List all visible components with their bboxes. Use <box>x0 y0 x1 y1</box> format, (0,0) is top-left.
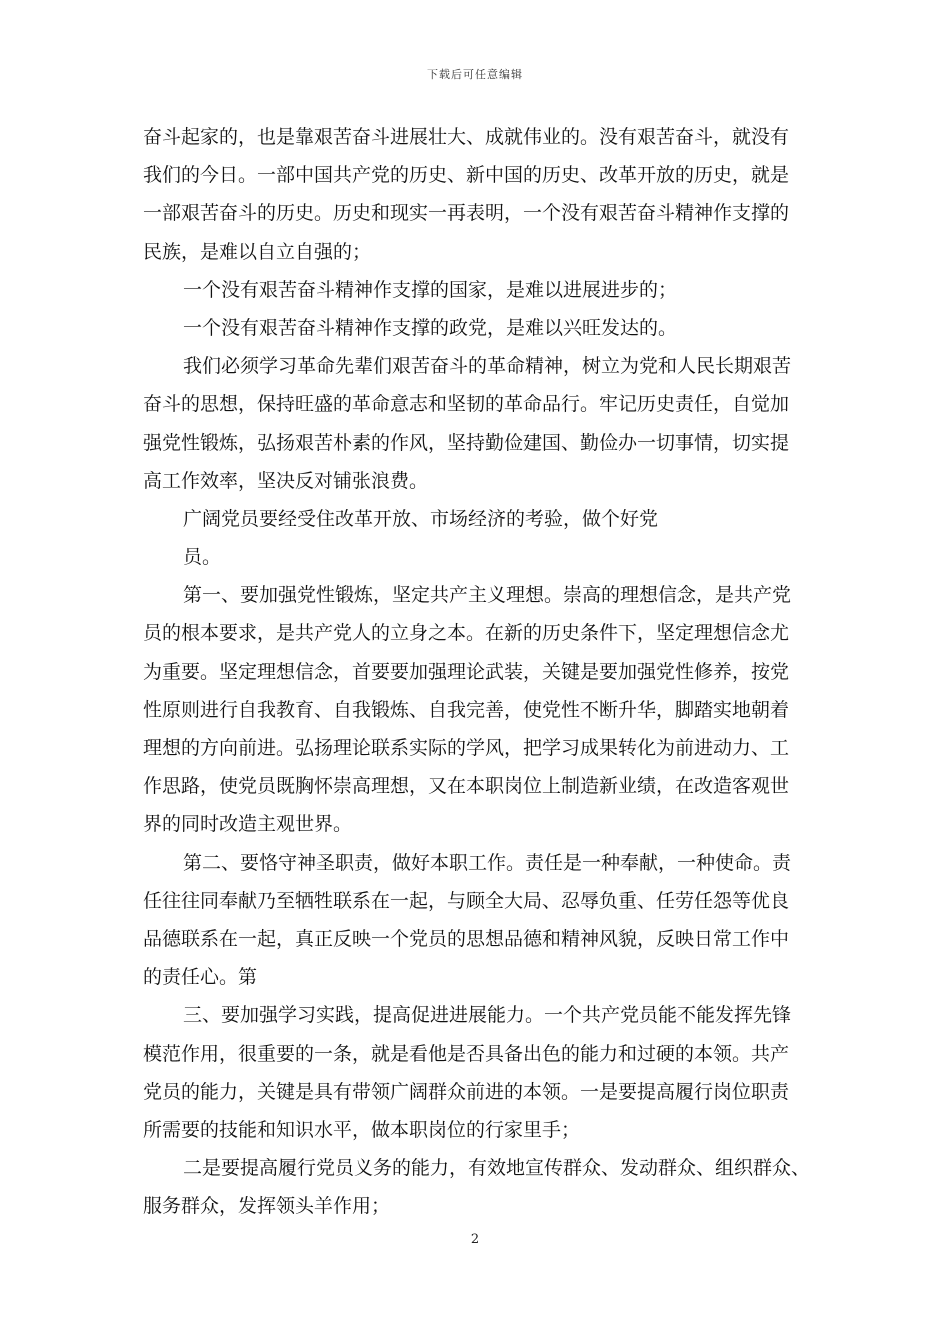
text-line: 一部艰苦奋斗的历史。历史和现实一再表明，一个没有艰苦奋斗精神作支撑的 <box>143 202 790 225</box>
text-line: 一个没有艰苦奋斗精神作支撑的政党，是难以兴旺发达的。 <box>183 316 678 339</box>
text-line: 我们的今日。一部中国共产党的历史、新中国的历史、改革开放的历史，就是 <box>143 164 790 187</box>
text-line: 界的同时改造主观世界。 <box>143 813 353 836</box>
text-line: 的责任心。第 <box>143 966 258 989</box>
text-line: 强党性锻炼，弘扬艰苦朴素的作风，坚持勤俭建国、勤俭办一切事情，切实提 <box>143 431 790 454</box>
text-line: 性原则进行自我教育、自我锻炼、自我完善，使党性不断升华，脚踏实地朝着 <box>143 698 790 721</box>
text-line: 广阔党员要经受住改革开放、市场经济的考验，做个好党 <box>183 507 659 530</box>
text-line: 一个没有艰苦奋斗精神作支撑的国家，是难以进展进步的； <box>183 278 678 301</box>
text-line: 高工作效率，坚决反对铺张浪费。 <box>143 469 429 492</box>
text-line: 作思路，使党员既胸怀崇高理想，又在本职岗位上制造新业绩，在改造客观世 <box>143 775 790 798</box>
text-line: 员的根本要求，是共产党人的立身之本。在新的历史条件下，坚定理想信念尤 <box>143 622 790 645</box>
text-line: 民族，是难以自立自强的； <box>143 240 372 263</box>
text-line: 三、要加强学习实践，提高促进进展能力。一个共产党员能不能发挥先锋 <box>183 1004 792 1027</box>
text-line: 任往往同奉献乃至牺牲联系在一起，与顾全大局、忍辱负重、任劳任怨等优良 <box>143 889 790 912</box>
text-line: 模范作用，很重要的一条，就是看他是否具备出色的能力和过硬的本领。共产 <box>143 1042 790 1065</box>
page-number: 2 <box>470 1232 480 1247</box>
text-line: 我们必须学习革命先辈们艰苦奋斗的革命精神，树立为党和人民长期艰苦 <box>183 355 792 378</box>
text-line: 党员的能力，关键是具有带领广阔群众前进的本领。一是要提高履行岗位职责 <box>143 1080 790 1103</box>
document-body <box>143 118 815 1225</box>
text-line: 服务群众，发挥领头羊作用； <box>143 1195 391 1218</box>
text-line: 为重要。坚定理想信念，首要要加强理论武装，关键是要加强党性修养，按党 <box>143 660 790 683</box>
text-line: 员。 <box>183 546 222 569</box>
page-header: 下载后可任意编辑 <box>427 68 523 81</box>
text-line: 第二、要恪守神圣职责，做好本职工作。责任是一种奉献，一种使命。责 <box>183 851 792 874</box>
text-line: 理想的方向前进。弘扬理论联系实际的学风，把学习成果转化为前进动力、工 <box>143 737 790 759</box>
text-line: 奋斗的思想，保持旺盛的革命意志和坚韧的革命品行。牢记历史责任，自觉加 <box>143 393 790 416</box>
text-line: 第一、要加强党性锻炼，坚定共产主义理想。崇高的理想信念，是共产党 <box>183 584 792 607</box>
text-line: 品德联系在一起，真正反映一个党员的思想品德和精神风貌，反映日常工作中 <box>143 927 790 950</box>
text-line: 所需要的技能和知识水平，做本职岗位的行家里手； <box>143 1118 581 1141</box>
text-line: 二是要提高履行党员义务的能力，有效地宣传群众、发动群众、组织群众、 <box>183 1157 811 1180</box>
text-line: 奋斗起家的，也是靠艰苦奋斗进展壮大、成就伟业的。没有艰苦奋斗，就没有 <box>143 126 790 148</box>
